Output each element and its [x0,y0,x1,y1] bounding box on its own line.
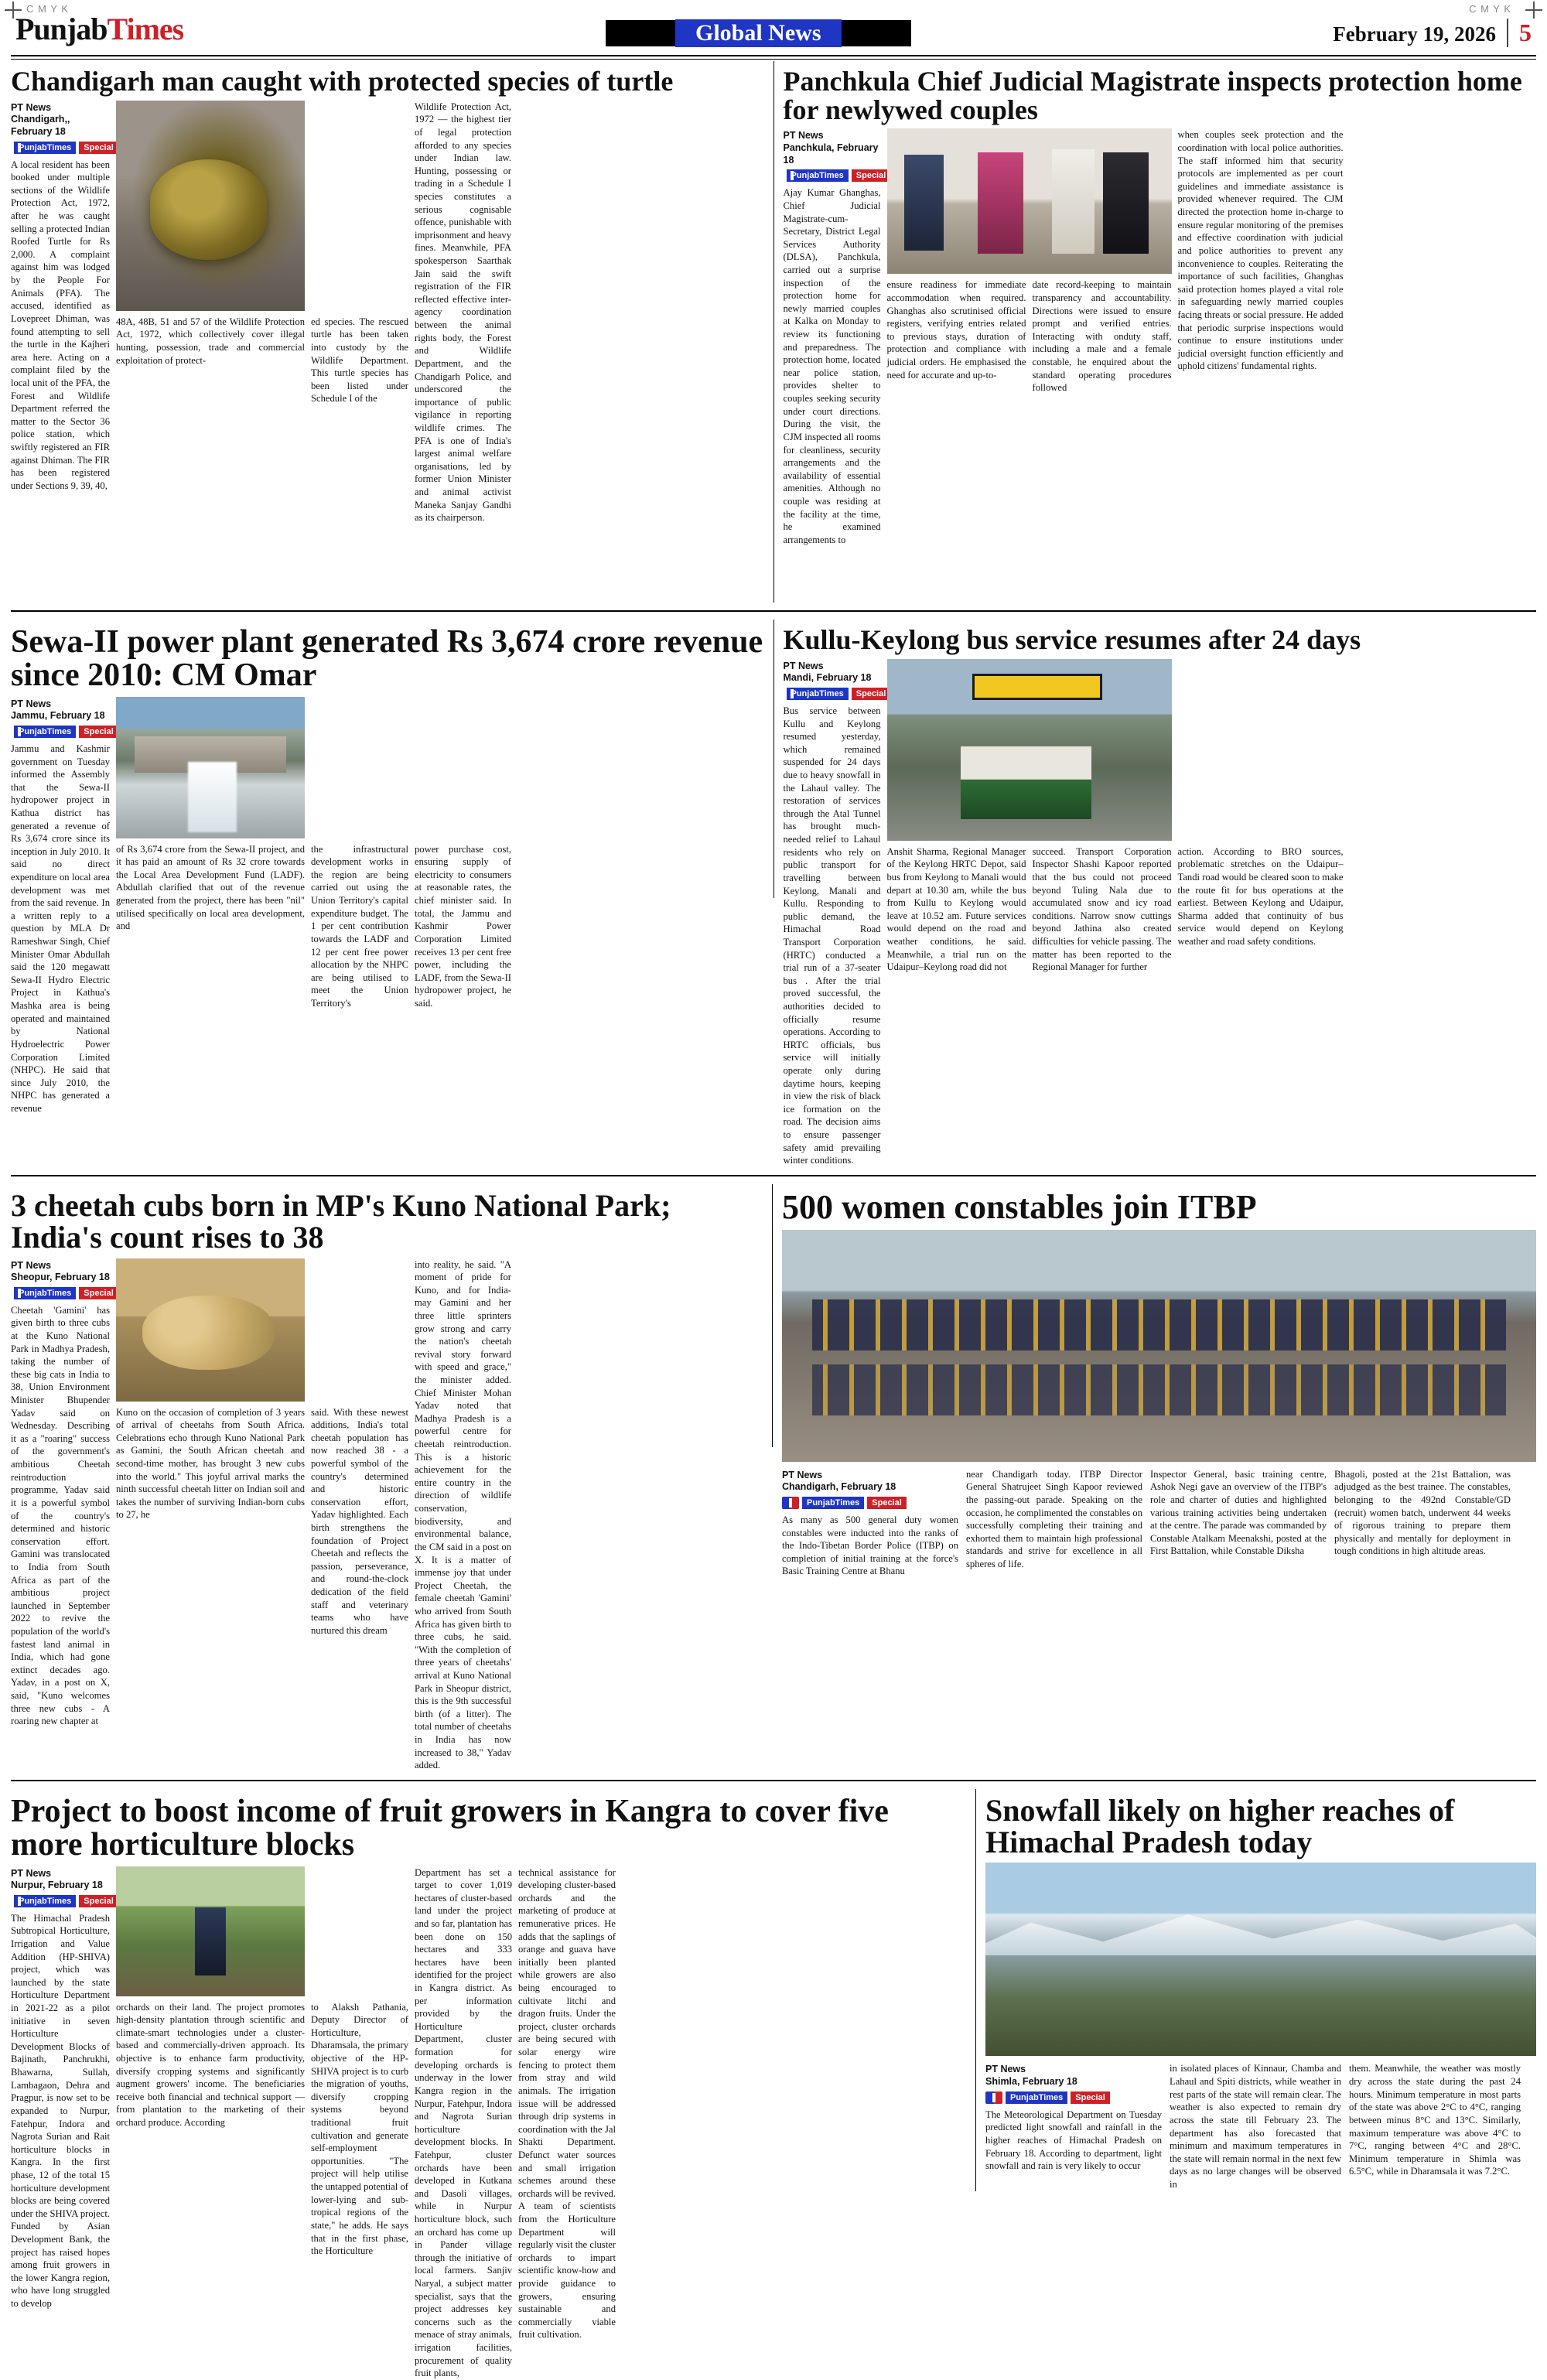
logo-part-punjab: Punjab [15,12,108,46]
article-column-4: Wildlife Protection Act, 1972 — the highest tier of legal protection afforded to any species under Indian law. Hunting, possessing or trading in a Schedule I species constitutes a serious cognisable offence, punishable with imprisonment and heavy fines. Meanwhile, PFA spokesperson Saarthak Jain said the swift registration of the FIR reflected effective inter-agency coordination between the animal rights body, the Forest and Wildlife Department, and the Chandigarh Police, and underscored the importance of public vigilance in reporting wildlife crimes. The PFA is one of India's largest animal welfare organisations, led by former Union Minister and animal activist Maneka Sanjay Gandhi as its chairperson. [415,101,511,524]
himachal-mountains-photo [985,1863,1536,2056]
article-column-1: Cheetah 'Gamini' has given birth to three cubs at the Kuno National Park in Madhya Pradesh, taking the number of these big cats in India to 38, Union Environment Minister Bhupender Yadav said on Wednesday. Describing it as a "roaring" success of the government's ambitious Cheetah reintroduction programme, Yadav said it is a powerful symbol of the country's determined and historic conservation effort. Gamini was translocated to India from South Africa as part of the ambitious project launched in September 2022 to revive the population of the world's fastest land animal in India, which had gone extinct decades ago. Yadav, in a post on X, said, "Kuno welcomes three new cubs - A roaring new chapter at [11,1304,110,1727]
article-column-3: Inspector General, basic training centre, Ashok Negi gave an overview of the ITBP's role and charter of duties and highlighted various training activities being undertaken at the centre. The parade was commanded by Constable Atalkam Meenakshi, posted at the First Battalion, while Constable Diksha [1150,1468,1327,1557]
special-tag: Special [852,169,891,182]
brand-tag: PunjabTimes [787,169,849,182]
brand-tag: PunjabTimes [802,1497,864,1509]
cheetah-cub-photo [116,1258,305,1402]
article-column-2: ensure readiness for immediate accommodation when required. Ghanghas also scrutinised official registers, verifying entries related to previous stays, duration of protection and compliance with judicial orders. He emphasised the need for accurate and up-to- [886,279,1026,381]
article-column-2: Kuno on the occasion of completion of 3 years of arrival of cheetahs from South Africa. Celebrations echo through Kuno National Park as Gamini, the South African cheetah and second-time mother, has brought 3 new cubs into the world." This joyful arrival marks the ninth successful cheetah litter on Indian soil and takes the number of surviving Indian-born cubs to 27, he [116,1406,305,1521]
column-divider [772,1184,773,1447]
byline [11,698,110,722]
byline-source: PT News [782,1469,823,1480]
byline [11,1260,110,1284]
article-column-2: 48A, 48B, 51 and 57 of the Wildlife Protection Act, 1972, which collectively cover illegal hunting, possession, trade and commercial exploitation of protect- [116,316,305,366]
special-tag: Special [79,1287,118,1299]
byline-source: PT News [783,130,824,142]
byline-place: Sheopur, February 18 [11,1272,110,1283]
section-divider-1 [11,610,1536,612]
article-sewa [11,620,764,1167]
byline-source: PT News [783,660,824,671]
tag-row [985,2091,1162,2104]
masthead [0,0,1547,52]
byline-place: Panchkula, February 18 [783,142,879,166]
byline-source: PT News [11,1867,52,1879]
article-column-2: near Chandigarh today. ITBP Director General Shatrujeet Singh Kapoor reviewed the passing-out parade. Speaking on the occasion, he complimented the constables on successfully completing their training and exhorted them to maintain high professional standards and strive for excellence in all spheres of life. [966,1468,1142,1570]
byline-source: PT News [11,101,52,113]
byline [784,661,881,685]
byline-place: Chandigarh,, February 18 [11,114,70,137]
dam-photo [116,697,305,838]
registration-cross-top-left [5,2,22,19]
section-title: Global News [675,19,842,47]
article-column-4: power purchase cost, ensuring supply of electricity to consumers at reasonable rates, the chief minister said. In total, the Jammu and Kashmir Power Corporation Limited receives 13 per cent free power, including the LADF, from the Sewa-II hydropower project, he said. [415,843,511,1009]
column-divider [975,1789,976,2191]
tag-row [11,142,114,154]
special-tag: Special [867,1497,907,1509]
newspaper-logo [15,11,183,47]
byline-source: PT News [11,1259,52,1271]
article-column-3: ed species. The rescued turtle has been taken into custody by the Wildlife Department. This turtle species has been listed under Schedule I of the [311,316,408,405]
special-tag: Special [1071,2091,1110,2104]
section-divider-2 [11,1175,1536,1176]
article-cheetah [11,1184,763,1772]
special-tag: Special [79,142,118,154]
brand-tag: PunjabTimes [14,1895,76,1907]
article-column-5: technical assistance for developing cluster-based orchards and the marketing of produce at remunerative prices. He adds that the saplings of orange and guava have initially been planted while growers are also being encouraged to cultivate litchi and dragon fruits. Under the project, cluster orchards are being secured with solar energy wire fencing to protect them from stray and wild animals. The irrigation issue will be addressed through drip systems in coordination with the Jal Shakti Department. Defunct water sources and small irrigation schemes around these orchards will be revived. A team of scientists from the Horticulture Department will regularly visit the cluster orchards to impart scientific know-how and provide guidance to growers, ensuring sustainable and commercially viable fruit cultivation. [518,1866,616,2341]
byline [985,2064,1162,2088]
fourth-section [0,1789,1547,2380]
byline-place: Shimla, February 18 [985,2076,1077,2088]
article-snowfall [985,1789,1536,2380]
article-column-1: A local resident has been booked under multiple sections of the Wildlife Protection Act, 1972, after he was caught selling a protected Indian Roofed Turtle for Rs 2,000. A complaint against him was lodged by the People For Animals (PFA). The accused, identified as Lovepreet Dhiman, was found attempting to sell the turtle in the Kajheri area here. Acting on a complaint filed by the local unit of the PFA, the Forest and Wildlife Department referred the matter to the Sector 36 police station, which swiftly registered an FIR against Dhiman. The FIR has been registered under Sections 9, 39, 40, [11,159,110,491]
article-column-3: succeed. Transport Corporation Inspector Shashi Kapoor reported that the bus could not proceed beyond Tuling Nala due to accumulated snow and icy road conditions. Narrow snow cuttings beyond Jathina also created difficulties for vehicle passing. The matter has been reported to the Regional Manager for further [1032,845,1172,973]
byline-place: Jammu, February 18 [11,710,105,722]
byline-place: Chandigarh, February 18 [782,1481,896,1493]
article-column-3: date record-keeping to maintain transparency and accountability. Directions were issued to ensure prompt and verified entries. Interacting with onduty staff, including a male and a female constable, he enquired about the standard operating procedures followed [1032,279,1172,394]
tag-row [11,726,114,738]
article-column-2: Anshit Sharma, Regional Manager of the Keylong HRTC Depot, said bus from Keylong to Manali would depart at 10.30 am, while the bus from Kullu to Keylong would leave at 10.52 am. Future services would depend on the road and weather conditions, he said. Meanwhile, a trial run on the Udaipur–Keylong road did not [886,845,1026,973]
article-column-4: Bhagoli, posted at the 21st Battalion, was adjudged as the best trainee. The constables, belonging to the 492nd Constable/GD (recruit) women batch, underwent 44 weeks of rigorous training to prepare them physically and mentally for deployment in tough conditions in high altitude areas. [1334,1468,1511,1557]
itbp-parade-photo [782,1230,1536,1462]
article-headline: Panchkula Chief Judicial Magistrate inspects protection home for newlywed couples [783,66,1522,125]
article-headline: 500 women constables join ITBP [782,1187,1257,1226]
article-column-4: into reality, he said. "A moment of pride for Kuno, and for India-may Gamini and her three little sprinters grow strong and carry the nation's cheetah revival story forward with speed and grace," the minister added. Chief Minister Mohan Yadav noted that Madhya Pradesh is a powerful centre for cheetah reintroduction. This is a historic achievement for the entire country in the direction of wildlife conservation, biodiversity, and environmental balance, the CM said in a post on X. It is a matter of immense joy that under Project Cheetah, the female cheetah 'Gamini' who arrived from South Africa has given birth to three cubs, he said. "With the completion of three years of cheetahs' arrival at Kuno National Park in Sheopur district, this is the 9th successful birth (of a litter). The total number of cheetahs in India has now increased to 38," Yadav added. [415,1258,511,1771]
article-column-2: orchards on their land. The project promotes high-density plantation through scientific and climate-smart technologies under a cluster-based and commercially-driven approach. Its objective is to enhance farm productivity, diversify cropping systems and significantly augment growers' income. The beneficiaries receive both financial and technical support — from plantation to the marketing of their orchard produce. According [116,2001,305,2129]
article-column-1: The Himachal Pradesh Subtropical Horticulture, Irrigation and Value Addition (HP-SHIVA) project, which was launched by the state Horticulture Department in 2021-22 as a pilot initiative in seven Horticulture Development Blocks of Bajinath, Panchrukhi, Bhawarna, Sullah, Lambagaon, Dehra and Pragpur, is now set to be expanded to Nurpur, Fatehpur, Indora and Nagrota Surian and Rait horticulture blocks in Kangra. In the first phase, 12 of the total 15 horticulture development blocks are being covered under the SHIVA project. Funded by Asian Development Bank, the project has raised hopes among fruit growers in the lower Kangra region, who have long struggled to develop [11,1912,110,2310]
byline-source: PT News [11,698,52,709]
brand-mark-icon [782,1497,799,1509]
byline [784,130,881,166]
tag-row [11,1287,114,1299]
turtle-photo [116,101,305,311]
brand-tag: PunjabTimes [14,142,76,154]
third-section [0,1184,1547,1772]
registration-cross-top-right [1525,2,1542,19]
article-kangra [11,1789,966,2380]
article-column-2: in isolated places of Kinnaur, Chamba and Lahaul and Spiti districts, while weather in rest parts of the state will remain clear. The weather is also expected to remain dry across the state till February 23. The department has also forecasted that minimum and maximum temperatures in the state will remain normal in the next few days as no large changes will be observed in [1170,2063,1341,2190]
article-column-1: Bus service between Kullu and Keylong resumed yesterday, which remained suspended for 24 days due to heavy snowfall in the Lahaul valley. The restoration of services through the Atal Tunnel has brought much-needed relief to Lahaul residents who rely on public transport for travelling between Keylong, Manali and Kullu. Responding to public demand, the Himachal Road Transport Corporation (HRTC) conducted a trial run of a 37-seater bus . After the trial proved successful, the authorities decided to officially resume operations. According to HRTC officials, bus service will initially operate only during daytime hours, keeping in view the risk of black ice formation on the road. The decision aims to ensure passenger safety amid prevailing winter conditions. [783,705,881,1166]
brand-tag: PunjabTimes [14,1287,76,1299]
article-column-2: of Rs 3,674 crore from the Sewa-II project, and it has paid an amount of Rs 32 crore towards the Local Area Development Fund (LADF). Abdullah clarified that out of the revenue generated from the project, there has been "nil" utilised specifically on local area development, and [116,843,305,932]
article-column-4: Department has set a target to cover 1,019 hectares of cluster-based land under the project and so far, plantation has been done on 150 hectares and 333 hectares have been identified for the project in Kangra district. As per information provided by the Horticulture Department, cluster formation for developing orchards is underway in the lower Kangra region in the Nurpur, Fatehpur, Indora and Nagrota Surian horticulture development blocks. In Fatehpur, cluster orchards have been developed in Kutkana and Dasoli villages, while in Nurpur horticulture block, such an orchard has come up in Pander village through the initiative of local farmers. Sanjiv Naryal, a subject matter specialist, says that the project addresses key concerns such as the menace of stray animals, irrigation facilities, procurement of quality fruit plants, [415,1866,512,2379]
banner-left-block [606,20,675,46]
article-headline: Snowfall likely on higher reaches of Himachal Pradesh today [985,1792,1455,1859]
article-column-1: As many as 500 general duty women constables were inducted into the ranks of the Indo-Tibetan Border Police (ITBP) on completion of initial training at the force's Basic Training Centre at Bhanu [782,1514,958,1577]
article-column-4: when couples seek protection and the coordination with local police authorities. The staff informed him that security protocols are implemented as per court guidelines and immediate assistance is provided whenever required. The CJM directed the protection home in-charge to ensure regular monitoring of the premises and effective coordination with judicial and police authorities to prevent any inconvenience to couples. Reiterating the importance of such facilities, Ghanghas said protection homes played a vital role in safeguarding newly married couples facing threats or social pressure. He added that periodic surprise inspections would continue to ensure institutions under judicial oversight function efficiently and uphold citizens' fundamental rights. [1177,129,1344,372]
special-tag: Special [79,1895,118,1907]
byline-source: PT News [985,2064,1026,2075]
article-itbp [782,1184,1536,1772]
brand-tag: PunjabTimes [787,688,849,700]
brand-mark-icon [985,2091,1002,2104]
tag-row [784,688,886,700]
banner-right-block [842,20,911,46]
article-column-1: Jammu and Kashmir government on Tuesday informed the Assembly that the Sewa-II hydropower project in Kathua district has generated a revenue of Rs 3,674 crore since its inception in July 2010. It said no direct expenditure on local area development was met from the said revenue. In a written reply to a question by MLA Dr Rameshwar Singh, Chief Minister Omar Abdullah said the 120 megawatt Sewa-II Hydro Electric Project in Kathua's Mashka area is being operated and maintained by National Hydroelectric Power Corporation Limited (NHPC). He said that since July 2010, the NHPC has generated a revenue [11,743,110,1114]
section-divider-3 [11,1780,1536,1781]
article-column-3: them. Meanwhile, the weather was mostly dry across the state during the past 24 hours. Minimum temperature in most parts of the state was above 2°C to 4°C, ranging between minus 8°C and 13°C. Similarly, maximum temperature was above 4°C to 7°C, ranging between 4°C and 28°C. Minimum temperature in Shimla was 6.5°C, while in Dharamsala it was 7.2°C. [1349,2063,1521,2177]
logo-part-times: Times [107,12,184,46]
article-headline: Kullu-Keylong bus service resumes after 24 days [783,624,1361,655]
tag-row [11,1895,114,1907]
tandi-bridge-bus-photo [887,659,1172,841]
byline [11,1868,110,1892]
article-headline: Chandigarh man caught with protected species of turtle [11,66,674,97]
byline-place: Nurpur, February 18 [11,1880,103,1891]
special-tag: Special [79,726,118,738]
cmyk-label-left: C M Y K [26,3,69,15]
protection-home-photo [887,128,1172,274]
byline [11,102,110,138]
article-column-3: the infrastructural development works in the region are being carried out using the Union Territory's capital expenditure budget. The 1 per cent contribution towards the LADF and 12 per cent free power allocation by the NHPC are being utilised to meet the Union Territory's [311,843,408,1009]
cmyk-label-right: C M Y K [1469,3,1511,15]
article-headline: 3 cheetah cubs born in MP's Kuno National Park; India's count rises to 38 [11,1187,671,1255]
tag-row [782,1497,958,1509]
second-section [0,620,1547,1167]
article-column-4: action. According to BRO sources, problematic stretches on the Udaipur–Tandi road would be cleared soon to make the route fit for bus operations at the earliest. Between Keylong and Udaipur, Sharma added that continuity of bus service would depend on Keylong weather and road safety conditions. [1177,845,1344,947]
article-kullu [784,620,1537,1167]
article-column-3: said. With these newest additions, India's total cheetah population has now reached 38 - a powerful symbol of the country's determined and historic conservation effort, Yadav highlighted. Each birth strengthens the foundation of Project Cheetah and reflects the passion, perseverance, and round-the-clock dedication of the field staff and veterinary teams who have nurtured this dream [311,1406,408,1636]
article-headline: Project to boost income of fruit growers in Kangra to cover five more horticulture blocks [11,1793,889,1863]
article-turtle [11,61,764,603]
date-and-page [1333,19,1532,47]
special-tag: Special [852,688,891,700]
tag-row [784,169,886,182]
masthead-rule [11,55,1536,56]
brand-tag: PunjabTimes [1006,2091,1067,2104]
article-column-1: The Meteorological Department on Tuesday predicted light snowfall and rainfall in the higher reaches of Himachal Pradesh on February 18. According to department, light snowfall and rain is very likely to occur [985,2109,1162,2172]
article-panchkula [784,61,1537,603]
publication-date: February 19, 2026 [1333,22,1496,46]
article-column-1: Ajay Kumar Ghanghas, Chief Judicial Magistrate-cum-Secretary, District Legal Services Authority (DLSA), Panchkula, carried out a surprise inspection of the protection home for newly married couples at Kalka on Monday to review its functioning and preparedness. The protection home, located near police station, provides shelter to couples seeking security under court directions. During the visit, the CJM inspected all rooms for cleanliness, security arrangements and the availability of essential amenities. Although no couple was residing at the facility at the time, he examined arrangements to [783,187,881,545]
page-number: 5 [1507,19,1532,47]
byline [782,1470,958,1494]
top-section [0,60,1547,603]
brand-tag: PunjabTimes [14,726,76,738]
article-column-3: to Alaksh Pathania, Deputy Director of Horticulture, Dharamsala, the primary objective of the HP-SHIVA project is to curb the migration of youths, diversify cropping systems beyond traditional fruit cultivation and generate self-employment opportunities. "The project will help utilise the untapped potential of lower-lying and sub-tropical regions of the state," he adds. He says that in the first phase, the Horticulture [311,2001,408,2257]
orchard-photo [116,1866,305,1996]
section-banner [606,19,911,47]
byline-place: Mandi, February 18 [783,672,872,684]
article-headline: Sewa-II power plant generated Rs 3,674 crore revenue since 2010: CM Omar [11,624,763,693]
